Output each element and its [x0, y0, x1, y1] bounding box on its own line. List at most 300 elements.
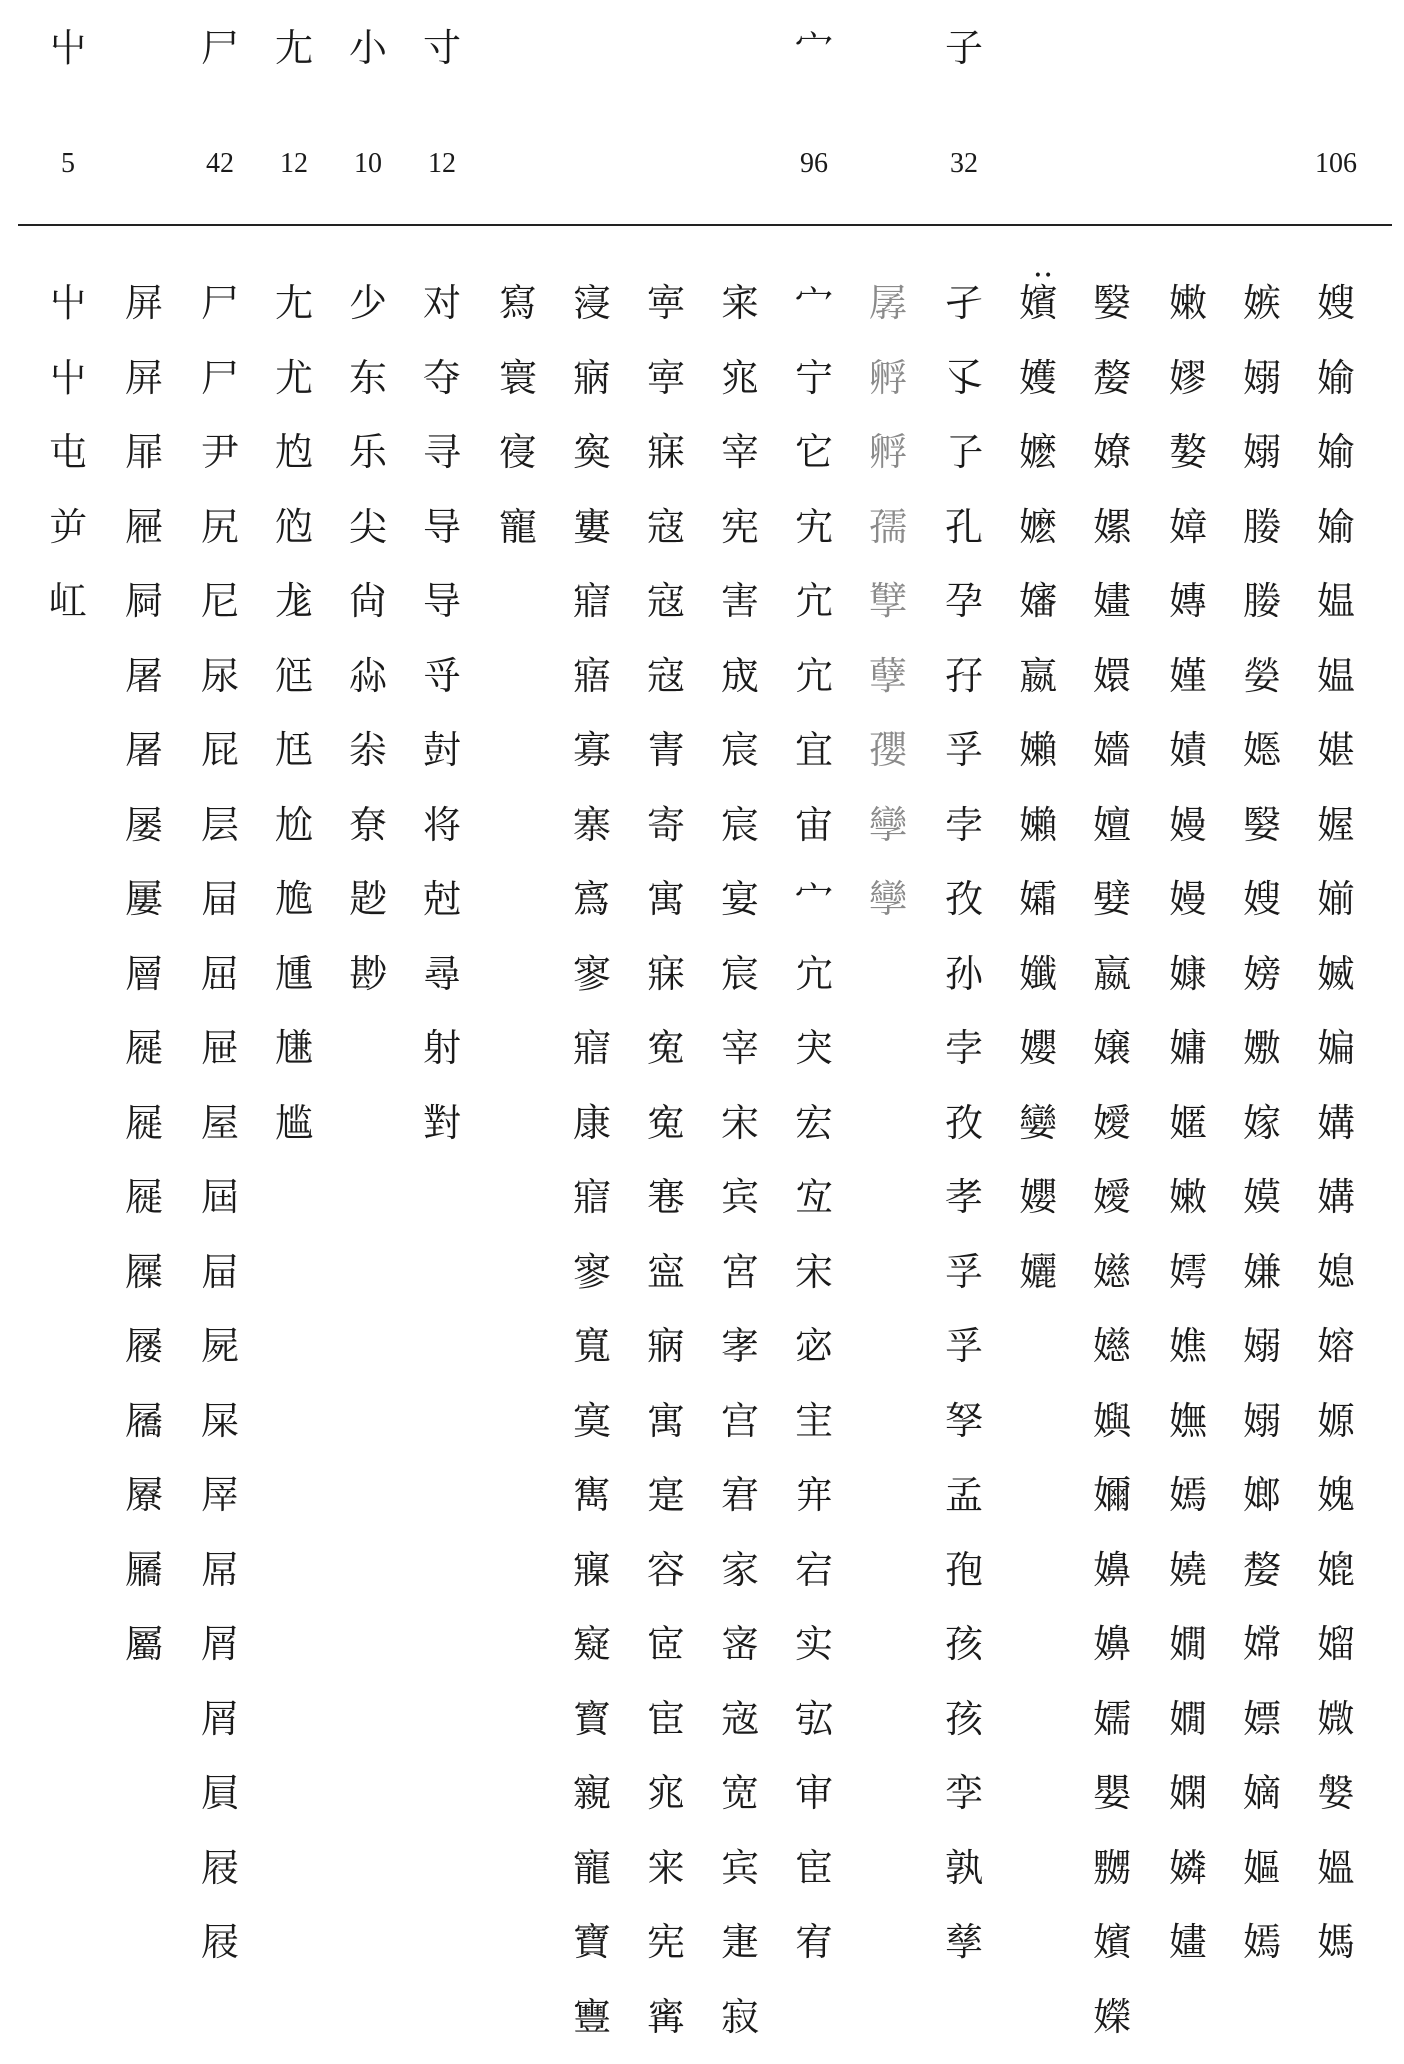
character-cell: 嬾: [1008, 723, 1068, 798]
char-column: [38, 276, 98, 649]
character-cell: 宬: [710, 649, 770, 724]
character-cell: 康: [562, 1096, 622, 1171]
character-cell: 尩: [264, 649, 324, 724]
character-cell: 媻: [1306, 1766, 1366, 1841]
character-cell: 寻: [412, 425, 472, 500]
character-cell: 宀: [784, 872, 844, 947]
character-cell: 嫥: [1158, 574, 1218, 649]
character-cell: 嫂: [1306, 276, 1366, 351]
character-cell: 宀: [784, 276, 844, 351]
header-count: 12: [412, 146, 472, 182]
character-cell: 嬴: [1008, 649, 1068, 724]
character-cell: 乐: [338, 425, 398, 500]
character-cell: 寣: [562, 1021, 622, 1096]
character-cell: 孚: [934, 1245, 994, 1320]
character-cell: 寬: [562, 1319, 622, 1394]
character-cell: 孱: [858, 276, 918, 351]
character-cell: 宑: [784, 1468, 844, 1543]
character-cell: 尦: [264, 500, 324, 575]
character-cell: 寲: [562, 1617, 622, 1692]
character-cell: 尢: [264, 276, 324, 351]
character-cell: 嫁: [1232, 1096, 1292, 1171]
character-cell: 宄: [784, 500, 844, 575]
character-cell: 层: [190, 798, 250, 873]
character-cell: 媺: [1306, 1692, 1366, 1767]
character-cell: 孝: [934, 1170, 994, 1245]
character-cell: 嫖: [1232, 1692, 1292, 1767]
character-cell: 孩: [934, 1617, 994, 1692]
character-cell: 嫄: [1306, 1394, 1366, 1469]
character-cell: 屑: [190, 1617, 250, 1692]
character-cell: 屣: [114, 1096, 174, 1171]
character-cell: 孀: [1008, 872, 1068, 947]
character-cell: 屜: [114, 500, 174, 575]
character-cell: 嬢: [1082, 1021, 1142, 1096]
character-cell: 屝: [114, 425, 174, 500]
character-cell: 宽: [710, 1766, 770, 1841]
character-cell: 孋: [1008, 1245, 1068, 1320]
character-cell: 嫪: [1158, 351, 1218, 426]
character-cell: 尿: [190, 649, 250, 724]
character-cell: 屎: [190, 1394, 250, 1469]
character-cell: 屇: [190, 1245, 250, 1320]
character-cell: 孿: [858, 798, 918, 873]
character-cell: 家: [710, 1543, 770, 1618]
char-column: [784, 276, 844, 1990]
character-cell: 嫣: [1158, 1468, 1218, 1543]
character-cell: 嫋: [1232, 1319, 1292, 1394]
character-cell: 嬗: [1082, 798, 1142, 873]
character-cell: 寶: [562, 1915, 622, 1990]
character-cell: 孵: [858, 425, 918, 500]
character-cell: 屁: [190, 723, 250, 798]
character-cell: 导: [412, 500, 472, 575]
character-cell: 孺: [858, 500, 918, 575]
character-cell: 宩: [636, 1841, 696, 1916]
character-cell: 尴: [264, 1096, 324, 1171]
character-cell: 屌: [190, 1543, 250, 1618]
character-cell: 寑: [488, 425, 548, 500]
character-cell: 孚: [934, 1319, 994, 1394]
character-cell: 嫐: [1232, 1021, 1292, 1096]
character-cell: 寔: [636, 1468, 696, 1543]
character-cell: 媊: [1306, 872, 1366, 947]
character-cell: 嫚: [1158, 872, 1218, 947]
header-count: 10: [338, 146, 398, 182]
character-cell: 嬶: [1082, 1543, 1142, 1618]
character-cell: 寕: [636, 276, 696, 351]
character-cell: 宪: [710, 500, 770, 575]
character-cell: 孵: [858, 351, 918, 426]
character-cell: 屪: [114, 1468, 174, 1543]
character-cell: 对: [412, 276, 472, 351]
character-cell: 孛: [934, 1021, 994, 1096]
character-cell: 寃: [636, 1096, 696, 1171]
character-cell: 寕: [636, 351, 696, 426]
character-cell: 寷: [562, 1990, 622, 2064]
character-cell: 宊: [784, 1021, 844, 1096]
character-cell: 将: [412, 798, 472, 873]
character-cell: 嬷: [1008, 425, 1068, 500]
character-cell: 媼: [1306, 1841, 1366, 1916]
character-cell: 屦: [114, 1319, 174, 1394]
character-cell: 寱: [562, 1543, 622, 1618]
character-cell: 尯: [264, 872, 324, 947]
character-cell: 寂: [710, 1990, 770, 2064]
character-cell: 嫟: [1158, 1096, 1218, 1171]
character-cell: 宖: [784, 1692, 844, 1767]
character-cell: 屏: [114, 351, 174, 426]
character-cell: 寯: [562, 1468, 622, 1543]
character-cell: 寫: [488, 276, 548, 351]
character-cell: 嫣: [1232, 1915, 1292, 1990]
character-cell: 孜: [934, 872, 994, 947]
character-cell: 媵: [1232, 574, 1292, 649]
character-cell: 宓: [784, 1319, 844, 1394]
character-cell: 嫡: [1232, 1766, 1292, 1841]
character-cell: 孩: [934, 1692, 994, 1767]
character-cell: 尖: [338, 500, 398, 575]
character-cell: 寞: [562, 1394, 622, 1469]
character-cell: 夺: [412, 351, 472, 426]
character-cell: 嫕: [1232, 723, 1292, 798]
character-cell: 屐: [190, 1841, 250, 1916]
character-cell: 尛: [338, 649, 398, 724]
character-cell: 嫎: [1232, 947, 1292, 1022]
character-cell: 媅: [1306, 723, 1366, 798]
character-cell: 宕: [784, 1543, 844, 1618]
character-cell: 尹: [190, 425, 250, 500]
character-cell: 宏: [784, 1096, 844, 1171]
header-count: 5: [38, 146, 98, 182]
character-cell: 宐: [784, 1170, 844, 1245]
character-cell: 媽: [1306, 1915, 1366, 1990]
character-cell: 少: [338, 276, 398, 351]
character-cell: 屆: [190, 1170, 250, 1245]
character-cell: 屫: [114, 1543, 174, 1618]
character-cell: 嫗: [1232, 1841, 1292, 1916]
character-cell: 屡: [114, 798, 174, 873]
character-cell: 孆: [1008, 1170, 1068, 1245]
character-cell: 宨: [710, 351, 770, 426]
character-cell: 寖: [562, 276, 622, 351]
character-cell: 宾: [710, 1841, 770, 1916]
character-cell: 嫌: [1232, 1245, 1292, 1320]
character-cell: 宸: [710, 947, 770, 1022]
character-cell: 尥: [264, 425, 324, 500]
character-cell: 寎: [562, 351, 622, 426]
character-cell: 嫞: [1158, 1021, 1218, 1096]
char-column: [264, 276, 324, 1170]
character-cell: 嫘: [1082, 500, 1142, 575]
character-cell: 宰: [710, 1021, 770, 1096]
character-cell: 射: [412, 1021, 472, 1096]
character-cell: 屰: [38, 500, 98, 575]
character-cell: 媪: [1306, 574, 1366, 649]
character-cell: 嬫: [1082, 1990, 1142, 2064]
character-cell: 嬡: [1082, 1170, 1142, 1245]
character-cell: 屣: [114, 1170, 174, 1245]
character-cell: 媉: [1306, 798, 1366, 873]
character-cell: 害: [710, 574, 770, 649]
character-cell: 屠: [114, 649, 174, 724]
character-cell: 屸: [38, 574, 98, 649]
character-cell: 嬸: [1008, 574, 1068, 649]
character-cell: 寋: [636, 1170, 696, 1245]
character-cell: 屍: [190, 1319, 250, 1394]
character-cell: 寪: [562, 872, 622, 947]
character-cell: 寓: [636, 1394, 696, 1469]
character-cell: 寨: [562, 798, 622, 873]
character-cell: 嫿: [1158, 1915, 1218, 1990]
character-cell: 宰: [710, 425, 770, 500]
character-cell: 尟: [338, 872, 398, 947]
character-cell: 寤: [562, 649, 622, 724]
character-cell: 尲: [264, 1021, 324, 1096]
char-column: [1082, 276, 1142, 2064]
character-cell: 宙: [784, 798, 844, 873]
character-cell: 孒: [934, 425, 994, 500]
character-cell: 尞: [338, 798, 398, 873]
character-cell: 嬴: [1082, 947, 1142, 1022]
character-cell: 孑: [934, 276, 994, 351]
character-cell: 屯: [38, 425, 98, 500]
character-cell: 媵: [1232, 500, 1292, 575]
character-cell: 媪: [1306, 649, 1366, 724]
character-cell: 嬲: [1082, 1841, 1142, 1916]
character-cell: 宭: [710, 1468, 770, 1543]
character-cell: 屬: [114, 1617, 174, 1692]
char-column: [190, 276, 250, 1990]
char-column: [338, 276, 398, 1021]
character-cell: 宦: [636, 1692, 696, 1767]
header-count: 42: [190, 146, 250, 182]
character-cell: 屠: [114, 723, 174, 798]
character-cell: 嫩: [1158, 276, 1218, 351]
character-cell: 嫋: [1232, 425, 1292, 500]
character-cell: 尤: [264, 351, 324, 426]
char-column: [858, 276, 918, 947]
character-cell: 孰: [934, 1841, 994, 1916]
character-cell: 孜: [934, 1096, 994, 1171]
char-column: [636, 276, 696, 2064]
character-cell: 宻: [710, 1617, 770, 1692]
character-cell: 寰: [488, 351, 548, 426]
character-cell: 寄: [636, 798, 696, 873]
character-cell: 宸: [710, 723, 770, 798]
character-cell: 寃: [636, 1021, 696, 1096]
character-cell: 嫆: [1306, 1319, 1366, 1394]
header-radical: 屮: [38, 24, 98, 72]
character-cell: 实: [784, 1617, 844, 1692]
character-cell: 嬡: [1082, 1096, 1142, 1171]
character-cell: 尻: [190, 500, 250, 575]
header-count: 96: [784, 146, 844, 182]
character-cell: 宔: [784, 1394, 844, 1469]
character-cell: 屧: [114, 1245, 174, 1320]
character-cell: 尪: [264, 723, 324, 798]
character-cell: 屩: [114, 1394, 174, 1469]
character-cell: 宪: [636, 1915, 696, 1990]
character-cell: 寡: [562, 723, 622, 798]
character-cell: 嫈: [1232, 649, 1292, 724]
char-column: [1158, 276, 1218, 1990]
character-cell: 媾: [1306, 1170, 1366, 1245]
header-radical: 宀: [784, 24, 844, 72]
character-cell: 宾: [710, 1170, 770, 1245]
character-cell: 屖: [190, 1468, 250, 1543]
character-cell: 嬪: [1008, 276, 1068, 351]
character-cell: 宴: [710, 872, 770, 947]
character-cell: 审: [784, 1766, 844, 1841]
emphasis-dots: ••: [1024, 270, 1064, 282]
character-cell: 寁: [710, 1915, 770, 1990]
character-cell: 孳: [934, 1915, 994, 1990]
char-column: [1306, 276, 1366, 1990]
character-cell: 屢: [114, 872, 174, 947]
character-cell: 媲: [1306, 1543, 1366, 1618]
character-cell: 嫛: [1232, 798, 1292, 873]
character-cell: 孟: [934, 1468, 994, 1543]
character-cell: 宯: [710, 1319, 770, 1394]
character-cell: 屙: [114, 574, 174, 649]
character-cell: 媮: [1306, 425, 1366, 500]
character-cell: 寐: [636, 425, 696, 500]
character-cell: 容: [636, 1543, 696, 1618]
character-cell: 屑: [190, 1692, 250, 1767]
character-cell: 尸: [190, 351, 250, 426]
character-cell: 孓: [934, 351, 994, 426]
character-cell: 嫵: [1158, 1394, 1218, 1469]
character-cell: 嫋: [1232, 351, 1292, 426]
character-cell: 嫉: [1232, 276, 1292, 351]
character-cell: 寍: [636, 1245, 696, 1320]
character-cell: 嫠: [1082, 351, 1142, 426]
char-column: [562, 276, 622, 2064]
character-cell: 寳: [562, 1692, 622, 1767]
character-cell: 對: [412, 1096, 472, 1171]
character-cell: 孼: [858, 574, 918, 649]
character-cell: 孌: [1008, 1096, 1068, 1171]
character-cell: 宁: [784, 351, 844, 426]
character-cell: 媹: [1306, 1617, 1366, 1692]
character-cell: 嬪: [1082, 1915, 1142, 1990]
character-cell: 媙: [1306, 947, 1366, 1022]
character-cell: 寇: [636, 649, 696, 724]
character-cell: 宨: [636, 1766, 696, 1841]
character-cell: 孚: [934, 723, 994, 798]
character-cell: 嫻: [1158, 1766, 1218, 1841]
character-cell: 嬾: [1008, 798, 1068, 873]
character-cell: 屐: [190, 1915, 250, 1990]
character-cell: 嬷: [1008, 500, 1068, 575]
character-cell: 屏: [114, 276, 174, 351]
character-cell: 尼: [190, 574, 250, 649]
character-cell: 嬈: [1158, 1543, 1218, 1618]
character-cell: 嫝: [1158, 947, 1218, 1022]
character-cell: 媾: [1306, 1096, 1366, 1171]
character-cell: 嫦: [1232, 1617, 1292, 1692]
character-cell: 寵: [488, 500, 548, 575]
char-column: [1232, 276, 1292, 1990]
character-cell: 孅: [1008, 947, 1068, 1022]
character-cell: 宦: [784, 1841, 844, 1916]
character-cell: 屓: [190, 1766, 250, 1841]
character-cell: 屮: [38, 276, 98, 351]
character-cell: 寴: [562, 1766, 622, 1841]
character-cell: 寈: [636, 723, 696, 798]
character-cell: 寵: [562, 1841, 622, 1916]
character-cell: 尅: [412, 872, 472, 947]
character-cell: 嫾: [1158, 1841, 1218, 1916]
character-cell: 寎: [636, 1319, 696, 1394]
character-cell: 嫽: [1082, 425, 1142, 500]
character-cell: 嫺: [1158, 1692, 1218, 1767]
character-cell: 屋: [190, 1096, 250, 1171]
character-cell: 層: [114, 947, 174, 1022]
character-cell: 寠: [562, 500, 622, 575]
character-cell: 媳: [1306, 1245, 1366, 1320]
character-cell: 嫤: [1158, 649, 1218, 724]
character-cell: 嬙: [1082, 723, 1142, 798]
character-cell: 媿: [1306, 1468, 1366, 1543]
character-cell: 寣: [562, 1170, 622, 1245]
character-cell: 嬛: [1082, 649, 1142, 724]
character-cell: 寓: [636, 872, 696, 947]
character-cell: 孢: [934, 1543, 994, 1618]
character-cell: 寥: [562, 1245, 622, 1320]
character-cell: 嬨: [1082, 1319, 1142, 1394]
header-count: 32: [934, 146, 994, 182]
character-cell: 嬩: [1082, 1394, 1142, 1469]
character-cell: 屮: [38, 351, 98, 426]
character-cell: 孽: [858, 649, 918, 724]
character-cell: 尙: [338, 574, 398, 649]
character-cell: 寥: [562, 947, 622, 1022]
char-column: [114, 276, 174, 1692]
character-cell: 尨: [264, 574, 324, 649]
character-cell: 寇: [636, 500, 696, 575]
character-cell: 嫩: [1158, 1170, 1218, 1245]
header-count: 12: [264, 146, 324, 182]
character-cell: 嫏: [1232, 1468, 1292, 1543]
character-cell: 宂: [784, 574, 844, 649]
character-cell: 宂: [784, 649, 844, 724]
character-cell: 宫: [710, 1394, 770, 1469]
character-cell: 媮: [1306, 500, 1366, 575]
character-cell: 寇: [636, 574, 696, 649]
character-cell: 寣: [562, 574, 622, 649]
character-cell: 孾: [858, 723, 918, 798]
character-cell: 寗: [636, 1990, 696, 2064]
character-cell: 嬭: [1082, 1468, 1142, 1543]
character-cell: 尸: [190, 276, 250, 351]
character-cell: 屇: [190, 872, 250, 947]
character-cell: 宜: [784, 723, 844, 798]
character-cell: 尰: [264, 947, 324, 1022]
character-cell: 宋: [710, 1096, 770, 1171]
character-cell: 寏: [562, 425, 622, 500]
character-cell: 嫫: [1232, 1170, 1292, 1245]
character-cell: 嫮: [1158, 1245, 1218, 1320]
header-rule: [18, 224, 1392, 226]
character-cell: 尌: [412, 723, 472, 798]
header-radical: 尸: [190, 24, 250, 72]
character-cell: 孕: [934, 574, 994, 649]
character-cell: 嫿: [1082, 574, 1142, 649]
character-cell: 孿: [858, 872, 918, 947]
character-cell: 它: [784, 425, 844, 500]
